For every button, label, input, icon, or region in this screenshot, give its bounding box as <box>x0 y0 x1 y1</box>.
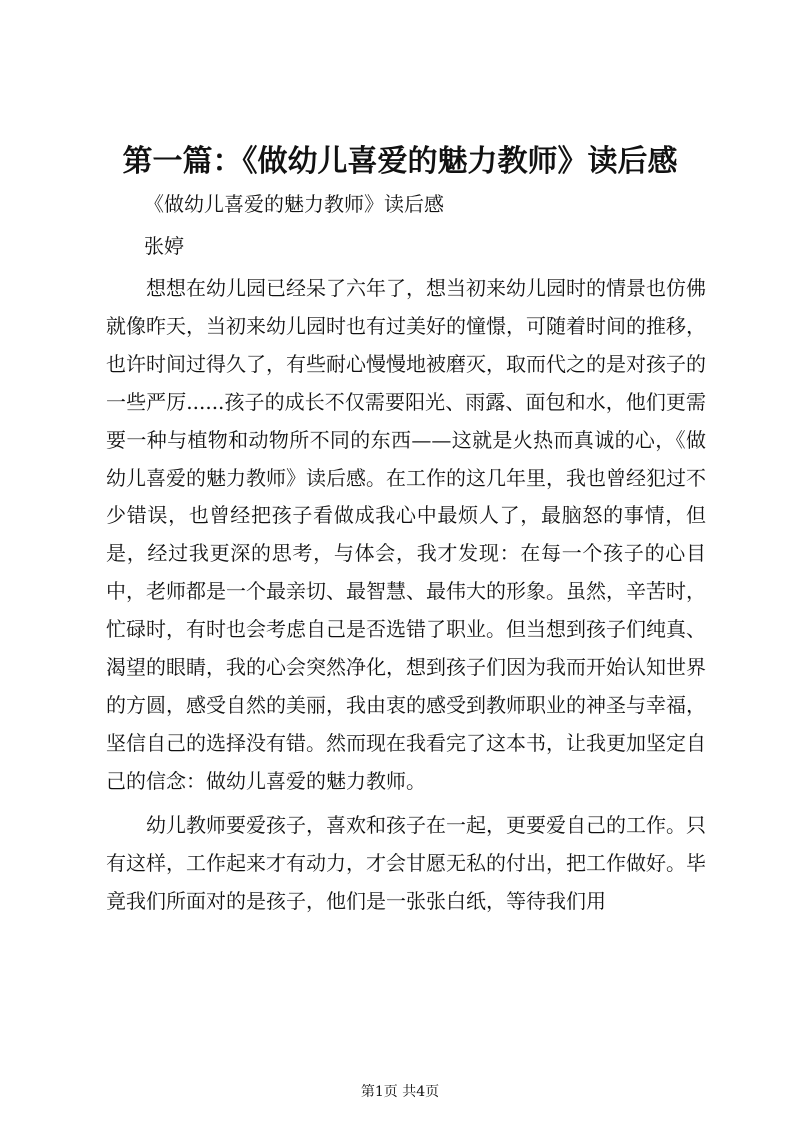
subtitle: 《做幼儿喜爱的魅力教师》读后感 <box>144 192 444 216</box>
paragraph-1: 想想在幼儿园已经呆了六年了，想当初来幼儿园时的情景也仿佛就像昨天，当初来幼儿园时也有过美好的憧憬，可随着时间的推移，也许时间过得久了，有些耐心慢慢地被磨灭，取而代之的是对孩子的一些严厉......孩子的成长不仅需要阳光、雨露、面包和水，他们更需要一种与植物和动物所不同的东西——这就是火热而真诚的心，《做幼儿喜爱的魅力教师》读后感。在工作的这几年里，我也曾经犯过不少错误，也曾经把孩子看做成我心中最烦人了，最脑怒的事情，但是，经过我更深的思考，与体会，我才发现：在每一个孩子的心目中，老师都是一个最亲切、最智慧、最伟大的形象。虽然，辛苦时，忙碌时，有时也会考虑自己是否选错了职业。但当想到孩子们纯真、渴望的眼睛，我的心会突然净化，想到孩子们因为我而开始认知世界的方圆，感受自然的美丽，我由衷的感受到教师职业的神圣与幸福，坚信自己的选择没有错。然而现在我看完了这本书，让我更加坚定自己的信念：做幼儿喜爱的魅力教师。 <box>106 276 706 793</box>
page-footer: 第1页 共4页 <box>360 1084 440 1100</box>
page-title: 第一篇：《做幼儿喜爱的魅力教师》读后感 <box>122 144 678 179</box>
author-name: 张婷 <box>144 234 184 258</box>
paragraph-2: 幼儿教师要爱孩子，喜欢和孩子在一起，更要爱自己的工作。只有这样，工作起来才有动力，才会甘愿无私的付出，把工作做好。毕竟我们所面对的是孩子，他们是一张张白纸，等待我们用 <box>106 812 706 913</box>
body-text <box>106 270 706 920</box>
